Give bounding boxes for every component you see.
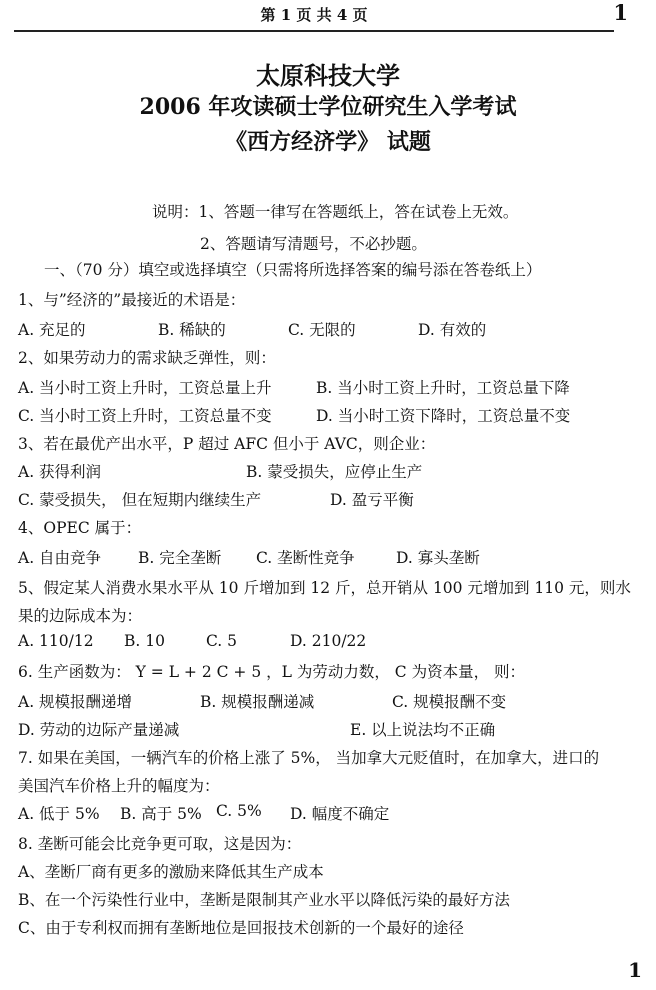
q7-option-d: D. 幅度不确定 [290,805,390,823]
q2-option-d: D. 当小时工资下降时，工资总量不变 [316,407,571,425]
q4-option-d: D. 寡头垄断 [396,549,480,567]
q8-stem: 8. 垄断可能会比竞争更可取，这是因为： [18,835,302,853]
q2-stem: 2、如果劳动力的需求缺乏弹性，则： [18,349,276,367]
q5-stem-line-1: 5、假定某人消费水果水平从 10 斤增加到 12 斤，总开销从 100 元增加到 110 元，则水 [18,579,631,597]
q1-option-d: D. 有效的 [418,321,487,339]
q5-option-b: B. 10 [124,632,165,650]
q3-option-a: A. 获得利润 [18,463,102,481]
q1-option-a: A. 充足的 [18,321,86,339]
exam-title: 2006 年攻读硕士学位研究生入学考试 [139,94,517,120]
q8-option-c: C、由于专利权而拥有垄断地位是回报技术创新的一个最好的途径 [18,919,464,937]
page-header [14,0,614,32]
q6-option-e: E. 以上说法均不正确 [350,721,496,739]
q4-stem: 4、OPEC 属于： [18,519,142,537]
q7-option-c: C. 5% [216,802,262,820]
university-title: 太原科技大学 [256,61,400,90]
q6-option-b: B. 规模报酬递减 [200,693,315,711]
q3-stem: 3、若在最优产出水平，P 超过 AFC 但小于 AVC，则企业： [18,435,436,453]
q2-option-a: A. 当小时工资上升时，工资总量上升 [18,379,272,397]
q6-option-c: C. 规模报酬不变 [392,693,507,711]
corner-page-number: 1 [613,0,628,25]
q1-option-b: B. 稀缺的 [158,321,226,339]
q1-stem: 1、与”经济的”最接近的术语是： [18,291,246,309]
q8-option-b: B、在一个污染性行业中，垄断是限制其产业水平以降低污染的最好方法 [18,891,510,909]
q4-option-b: B. 完全垄断 [138,549,222,567]
q5-stem-line-2: 果的边际成本为： [18,607,143,625]
q1-option-c: C. 无限的 [288,321,356,339]
q7-stem-line-1: 7. 如果在美国，一辆汽车的价格上涨了 5%， 当加拿大元贬值时，在加拿大，进口的 [18,749,600,767]
q6-option-a: A. 规模报酬递增 [18,693,133,711]
section-1-heading: 一、（70 分）填空或选择填空（只需将所选择答案的编号添在答卷纸上） [44,261,542,279]
subject-title: 《西方经济学》 试题 [225,129,431,155]
q7-option-a: A. 低于 5% [18,805,100,823]
header-text: 第 1 页 共 4 页 [260,6,368,24]
q3-option-d: D. 盈亏平衡 [330,491,414,509]
q5-option-c: C. 5 [206,632,238,650]
footer-page-number: 1 [628,958,642,982]
q2-option-c: C. 当小时工资上升时，工资总量不变 [18,407,272,425]
q3-option-b: B. 蒙受损失，应停止生产 [246,463,423,481]
q8-option-a: A、垄断厂商有更多的激励来降低其生产成本 [18,863,324,881]
note-2: 2、答题请写清题号，不必抄题。 [200,235,427,253]
q6-stem: 6. 生产函数为： Y = L + 2 C + 5 ，L 为劳动力数， C 为资本量， 则： [18,663,525,681]
q5-option-a: A. 110/12 [18,632,94,650]
q6-option-d: D. 劳动的边际产量递减 [18,721,180,739]
q4-option-a: A. 自由竞争 [18,549,102,567]
q4-option-c: C. 垄断性竞争 [256,549,355,567]
q3-option-c: C. 蒙受损失， 但在短期内继续生产 [18,491,262,509]
q7-stem-line-2: 美国汽车价格上升的幅度为： [18,777,220,795]
q5-option-d: D. 210/22 [290,632,367,650]
note-1: 说明：1、答题一律写在答题纸上，答在试卷上无效。 [152,203,519,221]
q7-option-b: B. 高于 5% [120,805,202,823]
q2-option-b: B. 当小时工资上升时，工资总量下降 [316,379,570,397]
